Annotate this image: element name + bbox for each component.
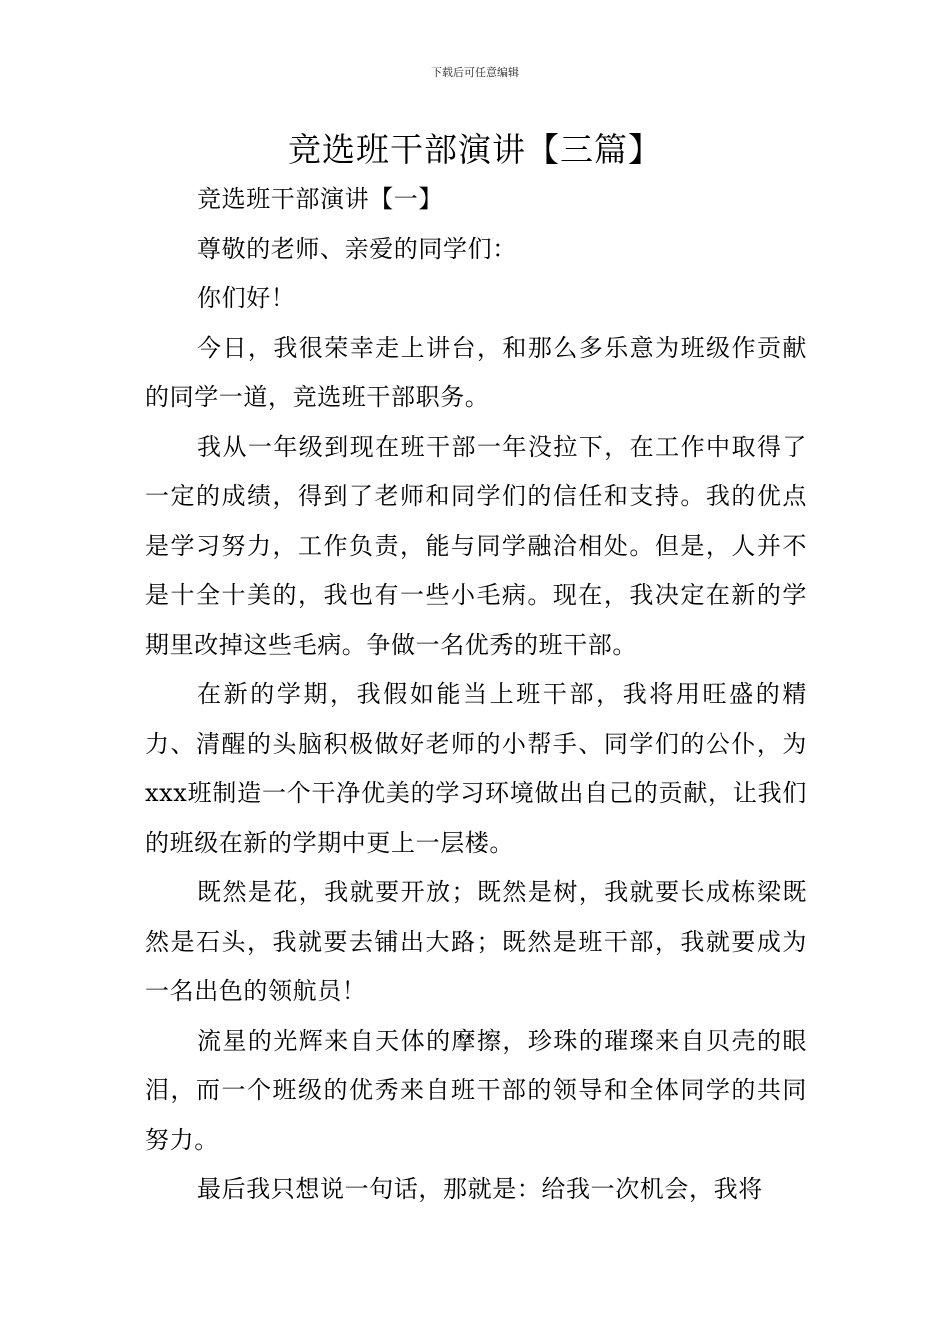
paragraph: 流星的光辉来自天体的摩擦，珍珠的璀璨来自贝壳的眼泪，而一个班级的优秀来自班干部的领导和全体同学的共同努力。 (145, 1026, 807, 1154)
document-title: 竞选班干部演讲【三篇】 (288, 130, 662, 169)
paragraph: 既然是花，我就要开放；既然是树，我就要长成栋梁既然是石头，我就要去铺出大路；既然是班干部，我就要成为一名出色的领航员！ (145, 878, 807, 1005)
paragraph: 今日，我很荣幸走上讲台，和那么多乐意为班级作贡献的同学一道，竞选班干部职务。 (145, 333, 807, 411)
paragraph: 在新的学期，我假如能当上班干部，我将用旺盛的精力、清醒的头脑积极做好老师的小帮手、同学们的公仆，为xxx班制造一个干净优美的学习环境做出自己的贡献，让我们的班级在新的学期中更上一层楼。 (145, 680, 807, 857)
salutation: 尊敬的老师、亲爱的同学们： (197, 234, 517, 263)
header-note: 下载后可任意编辑 (431, 66, 519, 79)
paragraph: 最后我只想说一句话，那就是：给我一次机会，我将 (197, 1175, 763, 1203)
paragraph: 我从一年级到现在班干部一年没拉下，在工作中取得了一定的成绩，得到了老师和同学们的信任和支持。我的优点是学习努力，工作负责，能与同学融洽相处。但是，人并不是十全十美的，我也有一些小毛病。现在，我决定在新的学期里改掉这些毛病。争做一名优秀的班干部。 (145, 432, 807, 659)
document-body (145, 175, 807, 1215)
section-heading: 竞选班干部演讲【一】 (197, 185, 443, 213)
greeting: 你们好！ (197, 284, 296, 312)
